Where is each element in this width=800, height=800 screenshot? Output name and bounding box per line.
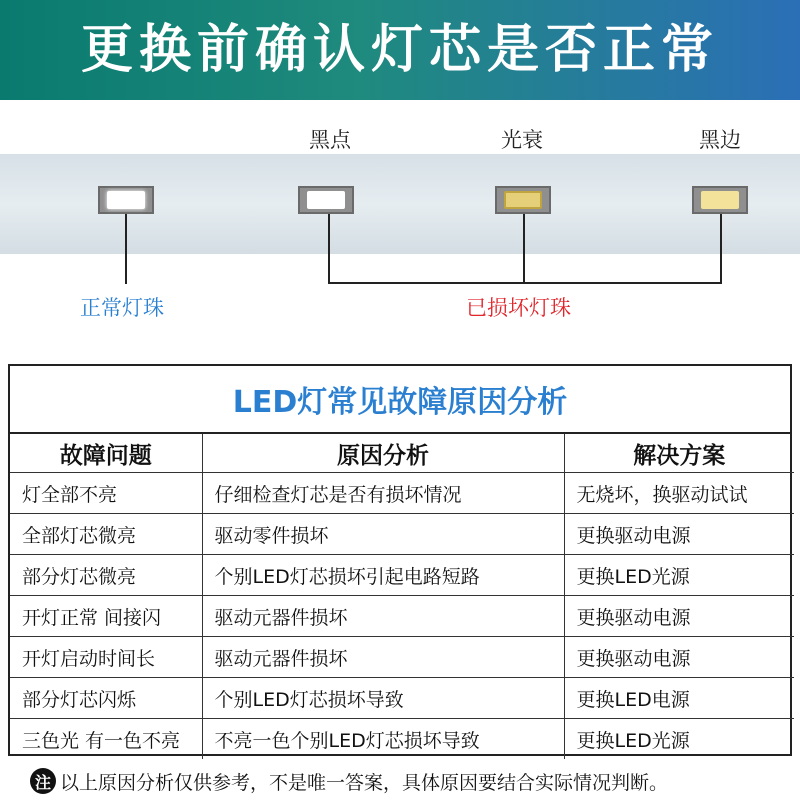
cell-fault: 全部灯芯微亮 <box>10 514 202 555</box>
page-title: 更换前确认灯芯是否正常 <box>80 20 719 80</box>
cell-solution: 更换LED光源 <box>564 719 794 760</box>
led-core-icon <box>701 191 739 209</box>
led-core-icon <box>307 191 345 209</box>
table-row <box>10 596 794 637</box>
cell-fault: 开灯启动时间长 <box>10 637 202 678</box>
note-badge-icon: 注 <box>30 768 56 794</box>
table-title: LED灯常见故障原因分析 <box>10 366 790 434</box>
cell-cause: 驱动元器件损坏 <box>202 637 564 678</box>
caption-normal-led: 正常灯珠 <box>80 296 164 320</box>
table-row <box>10 637 794 678</box>
fault-analysis-table-box <box>8 364 792 756</box>
caption-broken-led: 已损坏灯珠 <box>466 296 571 320</box>
led-chip-normal <box>98 186 154 214</box>
header-banner <box>0 0 800 100</box>
led-chip-black-dot <box>298 186 354 214</box>
footer-note <box>30 766 668 796</box>
note-text: 以上原因分析仅供参考，不是唯一答案，具体原因要结合实际情况判断。 <box>60 771 669 794</box>
table-row <box>10 473 794 514</box>
defect-label-black-dot: 黑点 <box>309 128 351 152</box>
column-header-fault: 故障问题 <box>10 434 202 473</box>
cell-cause: 个别LED灯芯损坏导致 <box>202 678 564 719</box>
table-row <box>10 719 794 760</box>
cell-fault: 部分灯芯微亮 <box>10 555 202 596</box>
table-header-row <box>10 434 794 473</box>
cell-solution: 无烧坏，换驱动试试 <box>564 473 794 514</box>
cell-fault: 开灯正常 间接闪 <box>10 596 202 637</box>
cell-cause: 不亮一色个别LED灯芯损坏导致 <box>202 719 564 760</box>
cell-cause: 个别LED灯芯损坏引起电路短路 <box>202 555 564 596</box>
table-row <box>10 678 794 719</box>
led-core-icon <box>504 191 542 209</box>
connector-line <box>328 282 722 284</box>
table-row <box>10 514 794 555</box>
connector-line <box>523 214 525 284</box>
fault-analysis-table <box>10 434 794 759</box>
defect-label-black-edge: 黑边 <box>699 128 741 152</box>
cell-fault: 三色光 有一色不亮 <box>10 719 202 760</box>
led-chip-black-edge <box>692 186 748 214</box>
column-header-solution: 解决方案 <box>564 434 794 473</box>
column-header-cause: 原因分析 <box>202 434 564 473</box>
cell-cause: 仔细检查灯芯是否有损坏情况 <box>202 473 564 514</box>
led-strip-illustration <box>0 100 800 350</box>
led-core-icon <box>107 191 145 209</box>
defect-label-light-decay: 光衰 <box>501 128 543 152</box>
cell-fault: 灯全部不亮 <box>10 473 202 514</box>
cell-fault: 部分灯芯闪烁 <box>10 678 202 719</box>
connector-line <box>720 214 722 284</box>
led-chip-light-decay <box>495 186 551 214</box>
cell-cause: 驱动零件损坏 <box>202 514 564 555</box>
connector-line <box>125 214 127 284</box>
cell-solution: 更换驱动电源 <box>564 596 794 637</box>
table-row <box>10 555 794 596</box>
cell-solution: 更换驱动电源 <box>564 637 794 678</box>
connector-line <box>328 214 330 284</box>
cell-solution: 更换驱动电源 <box>564 514 794 555</box>
cell-solution: 更换LED光源 <box>564 555 794 596</box>
cell-cause: 驱动元器件损坏 <box>202 596 564 637</box>
cell-solution: 更换LED电源 <box>564 678 794 719</box>
